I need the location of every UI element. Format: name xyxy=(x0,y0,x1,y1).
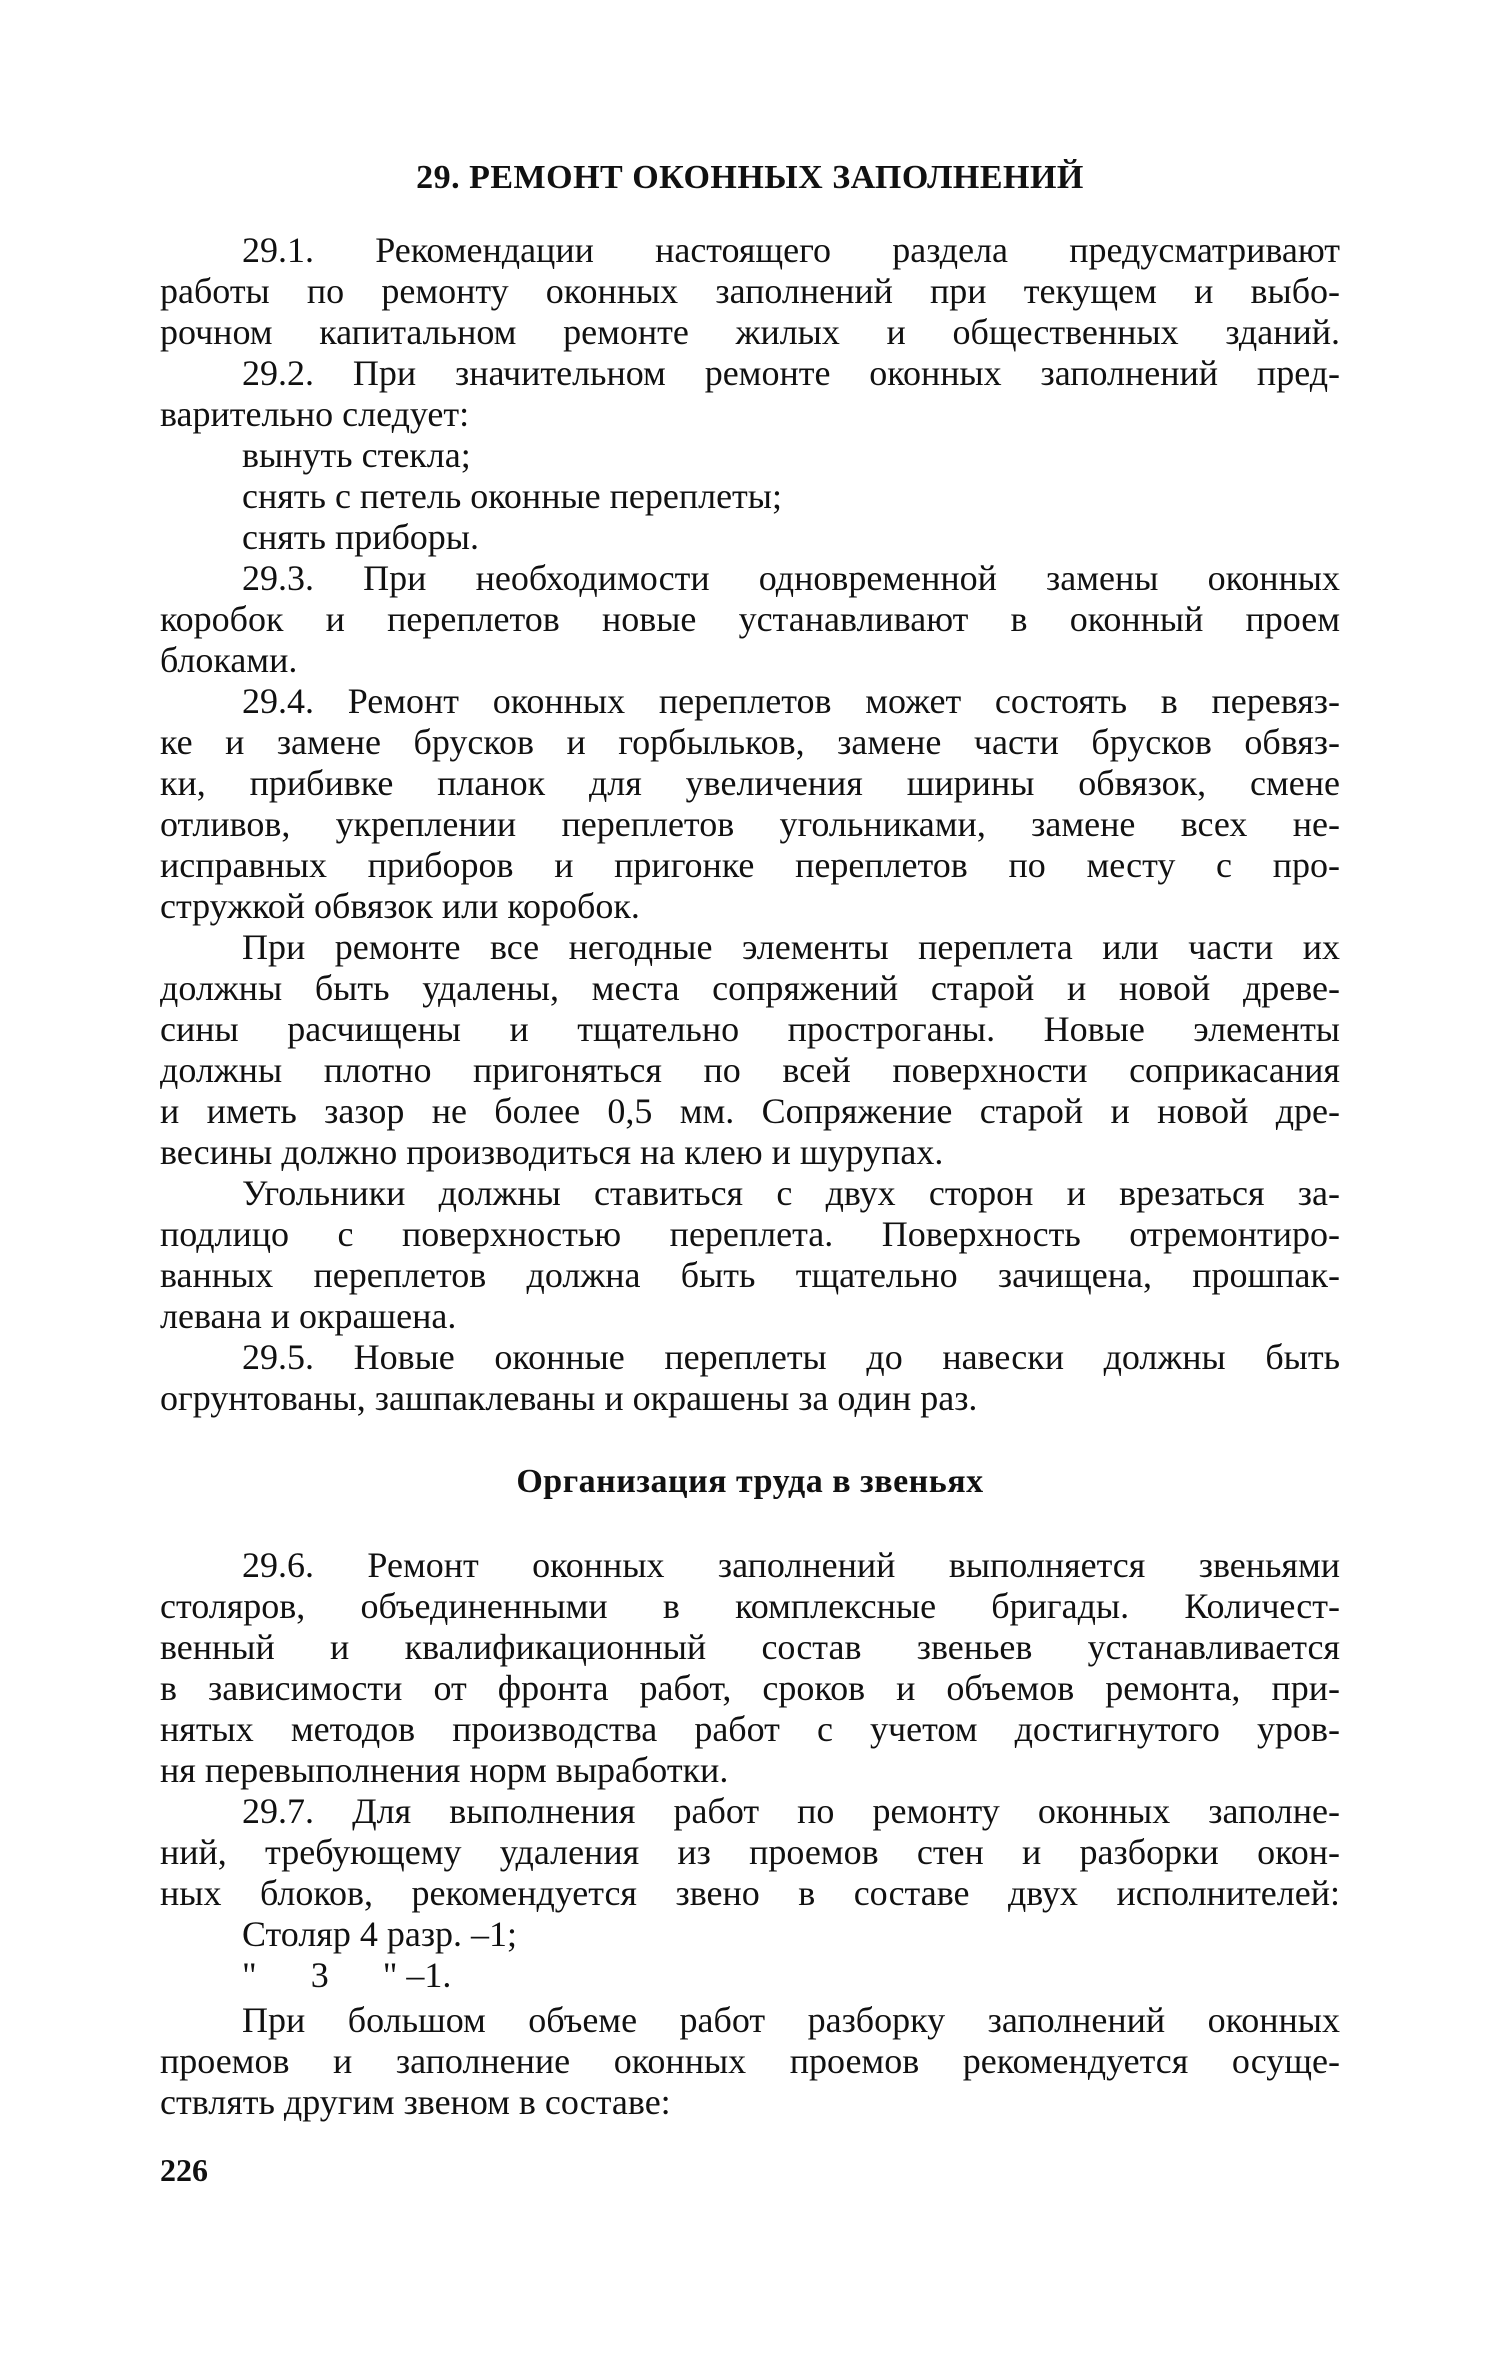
text-line: должны плотно пригоняться по всей поверхности соприкасания xyxy=(160,1050,1340,1090)
text-line: 29.7. Для выполнения работ по ремонту оконных заполне- xyxy=(242,1791,1340,1831)
staff-line: Столяр 4 разр. –1; xyxy=(242,1914,518,1954)
text-line: левана и окрашена. xyxy=(160,1296,457,1336)
text-line: работы по ремонту оконных заполнений при текущем и выбо- xyxy=(160,271,1340,311)
staff-line: " 3 " –1. xyxy=(242,1955,452,1995)
text-line: 29.6. Ремонт оконных заполнений выполняется звеньями xyxy=(242,1545,1340,1585)
text-line: ки, прибивке планок для увеличения ширины обвязок, смене xyxy=(160,763,1340,803)
text-line: сины расчищены и тщательно простроганы. Новые элементы xyxy=(160,1009,1340,1049)
text-line: отливов, укреплении переплетов угольниками, замене всех не- xyxy=(160,804,1340,844)
text-line: ке и замене брусков и горбыльков, замене части брусков обвяз- xyxy=(160,722,1340,762)
text-line: венный и квалификационный состав звеньев устанавливается xyxy=(160,1627,1340,1667)
subsection-title: Организация труда в звеньях xyxy=(516,1463,984,1500)
text-line: ня перевыполнения норм выработки. xyxy=(160,1750,729,1790)
section-title: 29. РЕМОНТ ОКОННЫХ ЗАПОЛНЕНИЙ xyxy=(416,159,1084,196)
text-line: коробок и переплетов новые устанавливают в оконный проем xyxy=(160,599,1340,639)
text-line: Угольники должны ставиться с двух сторон и врезаться за- xyxy=(242,1173,1340,1213)
text-line: рочном капитальном ремонте жилых и общественных зданий. xyxy=(160,312,1340,352)
text-line: проемов и заполнение оконных проемов рекомендуется осуще- xyxy=(160,2041,1340,2081)
text-line: в зависимости от фронта работ, сроков и объемов ремонта, при- xyxy=(160,1668,1340,1708)
text-line: 29.2. При значительном ремонте оконных заполнений пред- xyxy=(242,353,1340,393)
text-line: стружкой обвязок или коробок. xyxy=(160,886,640,926)
text-line: При большом объеме работ разборку заполнений оконных xyxy=(242,2000,1340,2040)
body-text-block-2 xyxy=(160,1545,1340,1996)
text-line: 29.1. Рекомендации настоящего раздела предусматривают xyxy=(242,230,1340,270)
text-line: ных блоков, рекомендуется звено в составе двух исполнителей: xyxy=(160,1873,1340,1913)
text-line: исправных приборов и пригонке переплетов по месту с про- xyxy=(160,845,1340,885)
text-line: столяров, объединенными в комплексные бригады. Количест- xyxy=(160,1586,1340,1626)
text-line: ний, требующему удаления из проемов стен и разборки окон- xyxy=(160,1832,1340,1872)
list-item: снять с петель оконные переплеты; xyxy=(242,476,782,516)
text-line: подлицо с поверхностью переплета. Поверхность отремонтиро- xyxy=(160,1214,1340,1254)
text-line: варительно следует: xyxy=(160,394,470,434)
text-line: ванных переплетов должна быть тщательно зачищена, прошпак- xyxy=(160,1255,1340,1295)
text-line: блоками. xyxy=(160,640,298,680)
text-line: ствлять другим звеном в составе: xyxy=(160,2082,671,2122)
text-line: и иметь зазор не более 0,5 мм. Сопряжение старой и новой дре- xyxy=(160,1091,1340,1131)
body-text-block-1 xyxy=(160,230,1340,1419)
body-text-block-3 xyxy=(160,2000,1340,2123)
text-line: 29.3. При необходимости одновременной замены оконных xyxy=(242,558,1340,598)
text-line: весины должно производиться на клею и шурупах. xyxy=(160,1132,944,1172)
list-item: снять приборы. xyxy=(242,517,479,557)
text-line: 29.4. Ремонт оконных переплетов может состоять в перевяз- xyxy=(242,681,1340,721)
text-line: нятых методов производства работ с учетом достигнутого уров- xyxy=(160,1709,1340,1749)
page-number: 226 xyxy=(160,2152,208,2188)
text-line: При ремонте все негодные элементы переплета или части их xyxy=(242,927,1340,967)
text-line: должны быть удалены, места сопряжений старой и новой древе- xyxy=(160,968,1340,1008)
text-line: огрунтованы, зашпаклеваны и окрашены за один раз. xyxy=(160,1378,978,1418)
list-item: вынуть стекла; xyxy=(242,435,471,475)
text-line: 29.5. Новые оконные переплеты до навески должны быть xyxy=(242,1337,1340,1377)
